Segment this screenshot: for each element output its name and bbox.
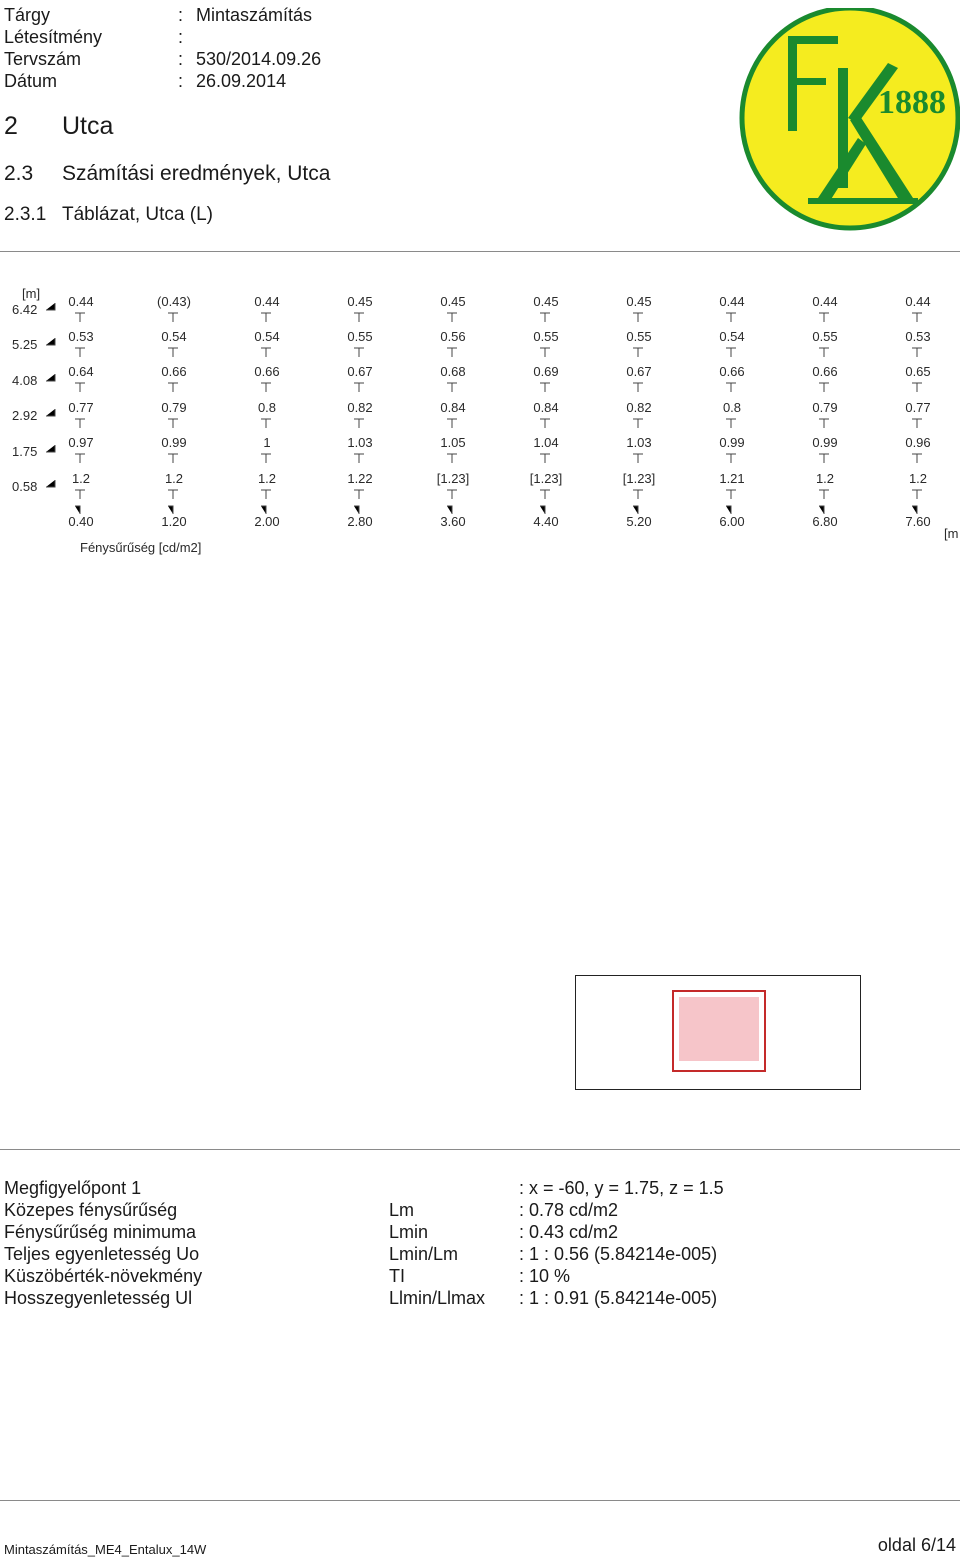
header-label-subject: Tárgy [4,5,51,25]
grid-cell: 1.2 [164,471,184,486]
header-sep-subject: : [178,5,184,25]
result-symbol: Lm [389,1200,415,1220]
grid-cell: 0.79 [161,400,187,415]
x-axis-tick-label: 3.60 [440,514,466,529]
x-axis-tick [261,506,266,514]
grid-cell: 1.03 [347,435,373,450]
grid-cell: 0.45 [440,294,466,309]
header-label-plan: Tervszám [4,49,82,69]
grid-cell: 0.53 [905,329,931,344]
grid-point-marker [168,383,178,392]
grid-cell: 0.54 [719,329,745,344]
grid-point-marker [261,383,271,392]
grid-cell: 0.45 [347,294,373,309]
grid-point-marker [75,454,85,463]
grid-cell: 0.67 [626,364,652,379]
x-axis-tick-label: 1.20 [161,514,187,529]
grid-point-marker [819,419,829,428]
grid-point-marker [726,313,736,322]
grid-point-marker [261,490,271,499]
grid-cell: 0.65 [905,364,931,379]
y-axis-tick-label: 1.75 [12,444,38,459]
grid-point-marker [633,348,643,357]
x-axis-tick-label: 2.80 [347,514,373,529]
grid-cell: 0.99 [161,435,187,450]
result-value: : 1 : 0.56 (5.84214e-005) [519,1244,718,1264]
result-label: Megfigyelőpont 1 [4,1178,142,1198]
grid-point-marker [168,419,178,428]
grid-point-marker [261,454,271,463]
grid-cell: 0.56 [440,329,466,344]
grid-cell: 0.69 [533,364,559,379]
grid-cell: 0.44 [68,294,94,309]
grid-point-marker [540,490,550,499]
y-axis-unit: [m] [22,286,41,301]
grid-cell: 0.84 [533,400,559,415]
grid-cell: 0.55 [347,329,373,344]
section-h2-title: Számítási eredmények, Utca [62,162,331,185]
grid-point-marker [912,383,922,392]
grid-point-marker [354,313,364,322]
grid-point-marker [726,454,736,463]
x-axis-tick [633,506,638,514]
grid-point-marker [912,454,922,463]
grid-cell: 0.96 [905,435,931,450]
result-value: : 1 : 0.91 (5.84214e-005) [519,1288,718,1308]
x-axis-tick [912,506,917,514]
y-axis-tick [46,409,55,416]
grid-cell: 1.03 [626,435,652,450]
grid-cell: 1.2 [815,471,835,486]
grid-cell: 0.99 [719,435,745,450]
grid-point-marker [447,490,457,499]
grid-cell: 1.2 [71,471,91,486]
legend-inner-square [679,997,759,1061]
grid-cell: 0.44 [719,294,745,309]
grid-point-marker [819,383,829,392]
grid-cell: 0.68 [440,364,466,379]
grid-point-marker [75,383,85,392]
grid-point-marker [447,313,457,322]
header-value-subject: Mintaszámítás [196,5,313,25]
grid-point-marker [912,419,922,428]
x-axis-tick [447,506,452,514]
grid-cell: 1.2 [257,471,277,486]
footer-page-number: oldal 6/14 [877,1535,956,1555]
grid-cell: 0.53 [68,329,94,344]
y-axis-tick-label: 6.42 [12,302,38,317]
grid-point-marker [726,383,736,392]
grid-cell: 1.05 [440,435,466,450]
result-label: Teljes egyenletesség Uo [4,1244,200,1264]
result-symbol: Lmin/Lm [389,1244,459,1264]
grid-point-marker [75,419,85,428]
x-axis-unit: [m [944,526,959,541]
grid-cell: 0.64 [68,364,94,379]
grid-point-marker [819,313,829,322]
grid-point-marker [540,419,550,428]
result-value: : 0.43 cd/m2 [519,1222,619,1242]
y-axis-tick [46,338,55,345]
y-axis-tick [46,445,55,452]
header-label-facility: Létesítmény [4,27,103,47]
y-axis-tick-label: 0.58 [12,479,38,494]
y-axis-tick [46,374,55,381]
grid-cell: 0.66 [719,364,745,379]
grid-cell: 0.44 [905,294,931,309]
result-value: : x = -60, y = 1.75, z = 1.5 [519,1178,724,1198]
grid-point-marker [75,313,85,322]
grid-cell: 0.44 [254,294,280,309]
grid-point-marker [819,454,829,463]
grid-cell: 1 [263,435,271,450]
grid-cell: 0.82 [626,400,652,415]
grid-cell: 0.79 [812,400,838,415]
grid-cell: 0.77 [905,400,931,415]
x-axis-tick-label: 7.60 [905,514,931,529]
x-axis-tick-label: 6.00 [719,514,745,529]
x-axis-tick-label: 2.00 [254,514,280,529]
grid-point-marker [633,313,643,322]
grid-cell: [1.23] [622,471,656,486]
result-symbol: Lmin [389,1222,429,1242]
grid-point-marker [633,419,643,428]
grid-cell: 0.8 [257,400,277,415]
result-label: Közepes fénysűrűség [4,1200,178,1220]
grid-point-marker [168,490,178,499]
grid-cell: 0.97 [68,435,94,450]
grid-point-marker [540,348,550,357]
grid-cell: 0.55 [812,329,838,344]
grid-cell: 1.22 [347,471,373,486]
grid-point-marker [912,348,922,357]
grid-caption: Fénysűrűség [cd/m2] [80,540,202,555]
result-value: : 0.78 cd/m2 [519,1200,619,1220]
grid-point-marker [819,348,829,357]
grid-cell: 1.2 [908,471,928,486]
grid-cell: 0.67 [347,364,373,379]
grid-cell: 0.45 [626,294,652,309]
section-h2-number: 2.3 [4,162,34,185]
result-value: : 10 % [519,1266,571,1286]
x-axis-tick-label: 0.40 [68,514,94,529]
grid-point-marker [540,383,550,392]
x-axis-tick [540,506,545,514]
grid-cell: 0.44 [812,294,838,309]
grid-point-marker [726,348,736,357]
result-symbol: TI [389,1266,405,1286]
grid-cell: 0.54 [254,329,280,344]
grid-tick-marks [0,0,960,560]
header-sep-facility: : [178,27,184,47]
grid-point-marker [354,348,364,357]
header-sep-plan: : [178,49,184,69]
grid-point-marker [354,383,364,392]
header-value-plan: 530/2014.09.26 [196,49,322,69]
grid-cell: 0.82 [347,400,373,415]
x-axis-tick [75,506,80,514]
grid-cell: 0.66 [812,364,838,379]
divider-bottom [0,1500,960,1501]
grid-cell: [1.23] [529,471,563,486]
grid-cell: [1.23] [436,471,470,486]
grid-cell: 0.77 [68,400,94,415]
grid-point-marker [447,419,457,428]
grid-cell: 0.54 [161,329,187,344]
grid-point-marker [633,383,643,392]
grid-point-marker [168,313,178,322]
footer-filename: Mintaszámítás_ME4_Entalux_14W [4,1542,207,1557]
divider-middle [0,1149,960,1150]
grid-point-marker [540,454,550,463]
grid-cell: 1.04 [533,435,559,450]
y-axis-tick-label: 5.25 [12,337,38,352]
section-h3-title: Táblázat, Utca (L) [62,204,213,225]
grid-point-marker [354,490,364,499]
grid-point-marker [261,348,271,357]
header-label-date: Dátum [4,71,58,91]
grid-point-marker [726,419,736,428]
x-axis-tick [354,506,359,514]
grid-point-marker [354,419,364,428]
logo-year: 1888 [878,84,946,121]
grid-point-marker [540,313,550,322]
grid-cell: 0.55 [626,329,652,344]
section-h3-number: 2.3.1 [4,204,47,225]
x-axis-tick [726,506,731,514]
x-axis-tick [168,506,173,514]
y-axis-tick [46,480,55,487]
grid-cell: 0.45 [533,294,559,309]
section-h1-title: Utca [62,112,114,140]
grid-cell: 0.55 [533,329,559,344]
grid-point-marker [168,454,178,463]
section-h1-number: 2 [4,112,18,140]
grid-point-marker [447,348,457,357]
grid-point-marker [819,490,829,499]
result-label: Hosszegyenletesség Ul [4,1288,193,1308]
header-sep-date: : [178,71,184,91]
grid-cell: 0.66 [161,364,187,379]
grid-point-marker [912,490,922,499]
grid-point-marker [354,454,364,463]
x-axis-tick [819,506,824,514]
y-axis-tick [46,303,55,310]
grid-cell: 0.99 [812,435,838,450]
grid-cell: (0.43) [157,294,191,309]
result-label: Fénysűrűség minimuma [4,1222,197,1242]
grid-point-marker [726,490,736,499]
grid-point-marker [447,383,457,392]
grid-cell: 0.84 [440,400,466,415]
result-symbol: Llmin/Llmax [389,1288,486,1308]
result-label: Küszöbérték-növekmény [4,1266,203,1286]
grid-cell: 0.66 [254,364,280,379]
grid-point-marker [261,419,271,428]
grid-point-marker [912,313,922,322]
grid-cell: 1.21 [719,471,745,486]
x-axis-tick-label: 6.80 [812,514,838,529]
header-value-date: 26.09.2014 [196,71,287,91]
y-axis-tick-label: 2.92 [12,408,38,423]
grid-point-marker [75,348,85,357]
grid-point-marker [633,490,643,499]
grid-point-marker [447,454,457,463]
grid-point-marker [168,348,178,357]
x-axis-tick-label: 4.40 [533,514,559,529]
y-axis-tick-label: 4.08 [12,373,38,388]
grid-cell: 0.8 [722,400,742,415]
x-axis-tick-label: 5.20 [626,514,652,529]
grid-point-marker [633,454,643,463]
grid-point-marker [75,490,85,499]
grid-point-marker [261,313,271,322]
